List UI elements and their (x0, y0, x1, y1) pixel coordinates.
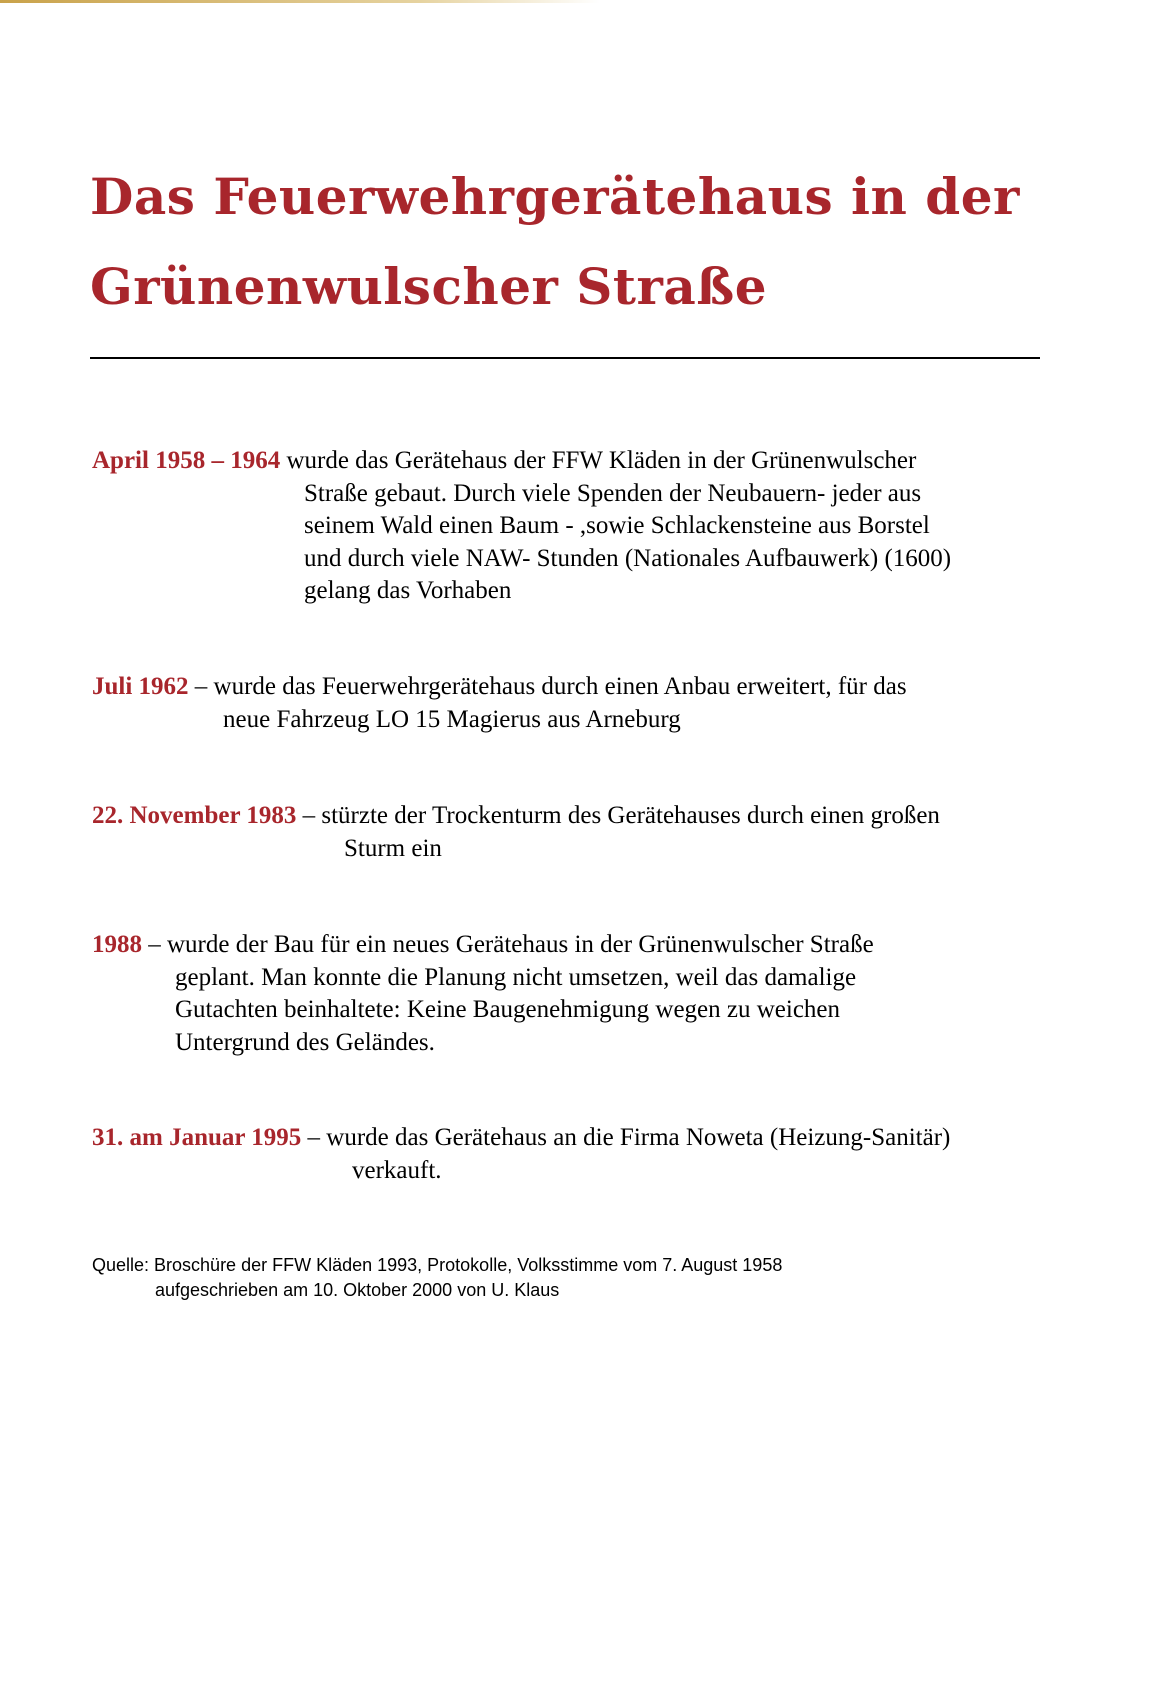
entry-date: 22. November 1983 (92, 802, 297, 829)
timeline-entry-1983 (92, 800, 940, 865)
timeline-entry-1958 (92, 445, 951, 608)
source-line: Quelle: Broschüre der FFW Kläden 1993, Protokolle, Volksstimme vom 7. August 1958 (92, 1255, 783, 1275)
entry-text: neue Fahrzeug LO 15 Magierus aus Arneburg (223, 705, 681, 733)
timeline-entry-1962 (92, 671, 907, 736)
timeline-entry-1988 (92, 929, 874, 1059)
source-note (92, 1253, 782, 1303)
title-line-1: Das Feuerwehrgerätehaus in der (90, 167, 1020, 226)
timeline-entry-1995 (92, 1122, 950, 1187)
page-title (90, 152, 1070, 332)
entry-text: Gutachten beinhaltete: Keine Baugenehmigung wegen zu weichen (175, 996, 841, 1023)
entry-text: verkauft. (352, 1156, 442, 1184)
entry-text: und durch viele NAW- Stunden (Nationales Aufbauwerk) (1600) (304, 544, 952, 572)
entry-text: – wurde das Gerätehaus an die Firma Noweta (Heizung-Sanitär) (301, 1124, 951, 1151)
entry-text: geplant. Man konnte die Planung nicht umsetzen, weil das damalige (175, 963, 857, 991)
entry-text: Straße gebaut. Durch viele Spenden der Neubauern- jeder aus (304, 479, 922, 507)
entry-text: wurde das Gerätehaus der FFW Kläden in der Grünenwulscher (280, 447, 917, 474)
title-divider (90, 357, 1040, 359)
entry-text: – stürzte der Trockenturm des Gerätehauses durch einen großen (296, 802, 940, 829)
entry-text: Untergrund des Geländes. (175, 1028, 435, 1056)
entry-date: 1988 (92, 931, 142, 958)
entry-text: Sturm ein (344, 834, 442, 862)
page-edge-decoration (0, 0, 600, 3)
entry-text: seinem Wald einen Baum - ,sowie Schlackensteine aus Borstel (304, 512, 930, 539)
author-line: aufgeschrieben am 10. Oktober 2000 von U. Klaus (155, 1280, 560, 1300)
entry-date: Juli 1962 (92, 673, 189, 700)
title-line-2: Grünenwulscher Straße (90, 257, 768, 316)
entry-date: April 1958 – 1964 (92, 447, 281, 474)
entry-text: – wurde das Feuerwehrgerätehaus durch einen Anbau erweitert, für das (188, 673, 907, 700)
entry-text: – wurde der Bau für ein neues Gerätehaus in der Grünenwulscher Straße (142, 931, 874, 958)
entry-text: gelang das Vorhaben (304, 577, 512, 604)
entry-date: 31. am Januar 1995 (92, 1124, 302, 1151)
